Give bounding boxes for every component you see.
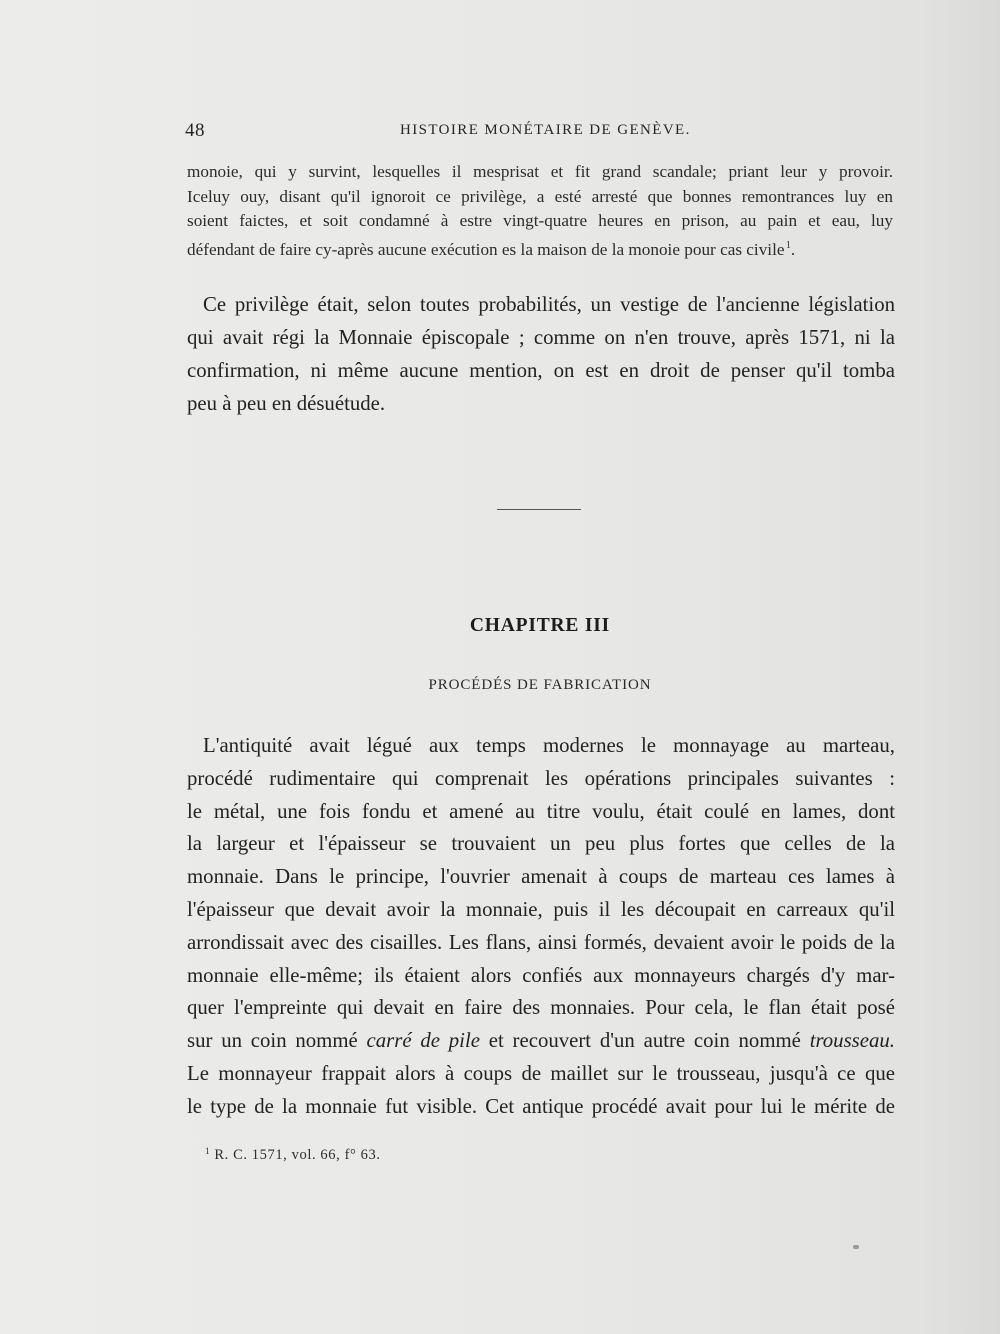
line-text: sur un coin nommé: [187, 1029, 367, 1053]
paragraph-line: Le monnayeur frappait alors à coups de maillet sur le trousseau, jusqu'à ce que: [187, 1061, 895, 1085]
archival-quote: [187, 160, 893, 262]
quote-line-last: [187, 234, 893, 263]
quote-line: Iceluy ouy, disant qu'il ignoroit ce privilège, a esté arresté que bonnes remontrances luy en: [187, 186, 893, 206]
italic-term-carre-de-pile: carré de pile: [366, 1029, 480, 1053]
chapter-title: CHAPITRE III: [469, 615, 611, 636]
paragraph-line: confirmation, ni même aucune mention, on est en droit de penser qu'il tomba: [187, 359, 895, 382]
footnote-marker: 1: [205, 1146, 211, 1156]
paragraph-line: monnaie elle-même; ils étaient alors confiés aux monnayeurs chargés d'y mar-: [187, 963, 895, 987]
paragraph-line: qui avait régi la Monnaie épiscopale ; comme on n'en trouve, après 1571, ni la: [187, 326, 895, 349]
paragraph-fabrication: [187, 730, 895, 1124]
page-header: [185, 120, 895, 144]
section-divider: [497, 509, 581, 510]
paragraph-line-mixed: [187, 1025, 895, 1058]
paragraph-privilege: [187, 288, 895, 420]
paragraph-line: arrondissait avec des cisailles. Les flans, ainsi formés, devaient avoir le poids de la: [187, 930, 895, 954]
paragraph-line: la largeur et l'épaisseur se trouvaient un peu plus fortes que celles de la: [187, 832, 895, 856]
line-text: et recouvert d'un autre coin nommé: [479, 1029, 810, 1053]
footnote-text: R. C. 1571, vol. 66, f° 63.: [214, 1147, 381, 1163]
paper-spot: [853, 1245, 859, 1249]
paragraph-line: L'antiquité avait légué aux temps modernes le monnayage au marteau,: [203, 734, 895, 757]
footnote: [205, 1146, 381, 1164]
italic-term-trousseau: trousseau.: [809, 1029, 895, 1053]
paragraph-line: peu à peu en désuétude.: [187, 392, 386, 415]
chapter-subtitle: PROCÉDÉS DE FABRICATION: [428, 677, 652, 693]
paragraph-line: le métal, une fois fondu et amené au titre voulu, était coulé en lames, dont: [187, 799, 895, 823]
quote-line-text: défendant de faire cy-après aucune exécution es la maison de la monoie pour cas civile: [187, 239, 785, 259]
quote-line: monoie, qui y survint, lesquelles il mesprisat et fit grand scandale; priant leur y provoir.: [187, 162, 893, 181]
quote-line: soient faictes, et soit condamné à estre vingt-quatre heures en prison, au pain et eau, luy: [187, 211, 893, 230]
paragraph-line: quer l'empreinte qui devait en faire des monnaies. Pour cela, le flan était posé: [187, 996, 895, 1020]
paragraph-line: monnaie. Dans le principe, l'ouvrier amenait à coups de marteau ces lames à: [187, 865, 895, 889]
running-title: HISTOIRE MONÉTAIRE DE GENÈVE.: [400, 122, 691, 138]
paragraph-line: l'épaisseur que devait avoir la monnaie, puis il les découpait en carreaux qu'il: [187, 897, 895, 921]
paragraph-line: procédé rudimentaire qui comprenait les opérations principales suivantes :: [187, 766, 895, 790]
paragraph-line: le type de la monnaie fut visible. Cet antique procédé avait pour lui le mérite de: [187, 1094, 895, 1118]
footnote-reference: 1: [785, 239, 791, 251]
page-number: 48: [185, 120, 205, 141]
paragraph-line: Ce privilège était, selon toutes probabilités, un vestige de l'ancienne législation: [203, 293, 895, 316]
quote-end-punctuation: .: [790, 239, 796, 259]
